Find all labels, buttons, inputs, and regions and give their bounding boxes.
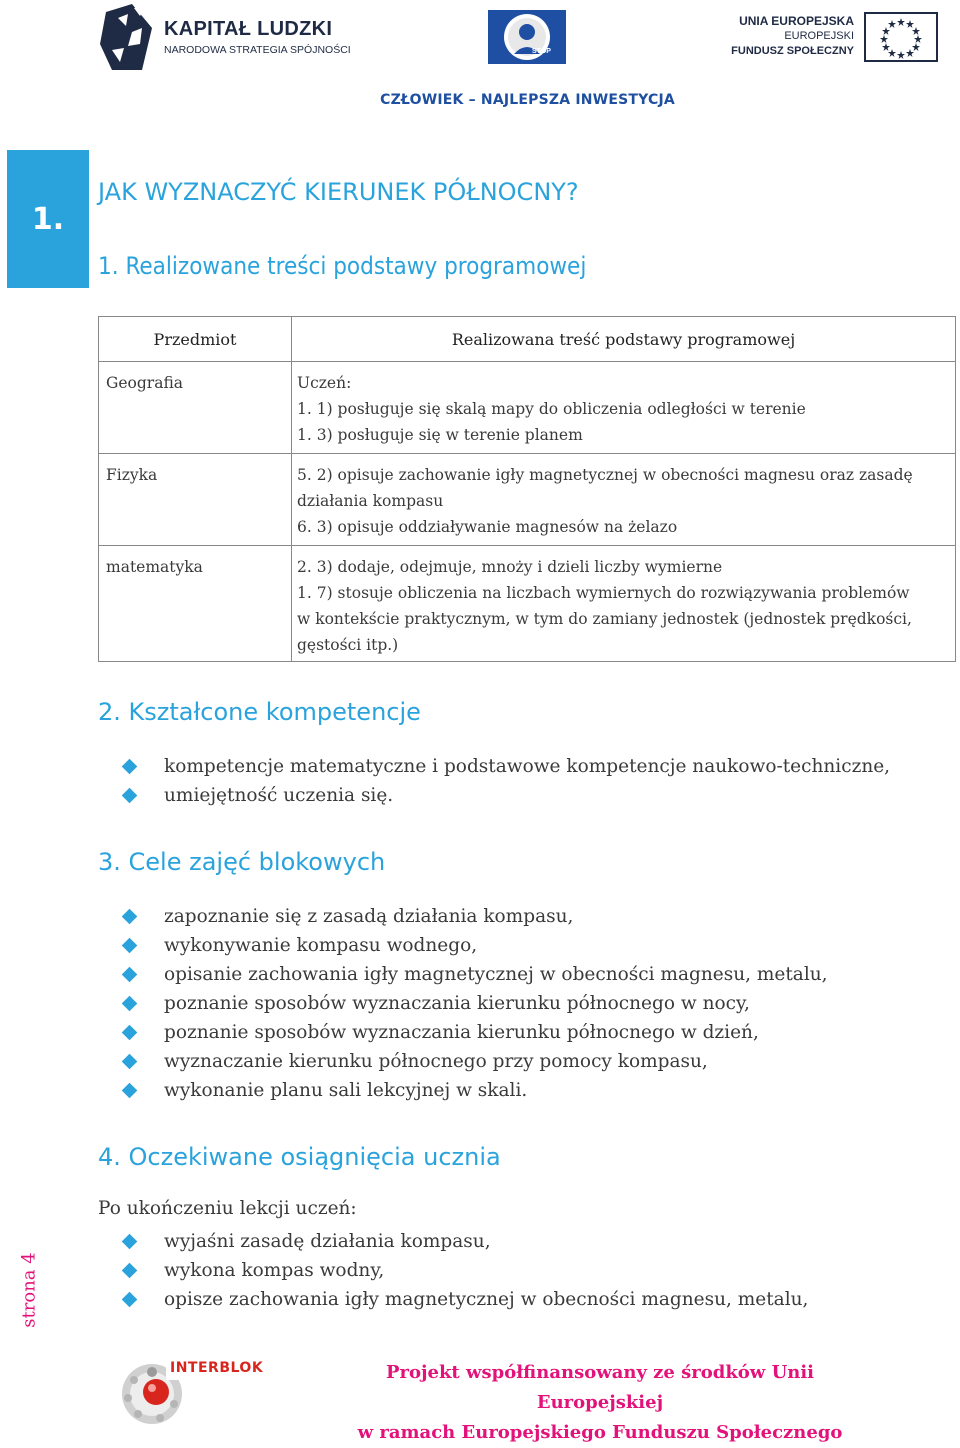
kapital-ludzki-emblem-icon xyxy=(98,4,160,74)
diamond-bullet-icon xyxy=(122,1234,138,1250)
content-line: 2. 3) dodaje, odejmuje, mnoży i dzieli liczby wymierne xyxy=(297,558,723,576)
footer-line1: Projekt współfinansowany ze środków Unii Europejskiej xyxy=(385,1362,815,1413)
table-row xyxy=(99,454,956,546)
page-number-text: strona 4 xyxy=(18,1252,40,1328)
list-item xyxy=(124,1285,808,1314)
list-item xyxy=(124,902,828,931)
kapital-ludzki-logo xyxy=(98,4,351,74)
list-item xyxy=(124,1018,828,1047)
section2-heading: 2. Kształcone kompetencje xyxy=(98,698,421,726)
page-title: JAK WYZNACZYĆ KIERUNEK PÓŁNOCNY? xyxy=(98,178,579,206)
table-row xyxy=(99,362,956,454)
ue-line2: EUROPEJSKI xyxy=(784,30,854,42)
motto: CZŁOWIEK – NAJLEPSZA INWESTYCJA xyxy=(380,92,675,108)
list-item xyxy=(124,752,890,781)
section4-intro: Po ukończeniu lekcji uczeń: xyxy=(98,1198,357,1219)
table-header-row xyxy=(99,317,956,362)
subject-name: Fizyka xyxy=(106,466,158,484)
section4-heading: 4. Oczekiwane osiągnięcia ucznia xyxy=(98,1143,501,1171)
ue-line3: FUNDUSZ SPOŁECZNY xyxy=(731,45,854,57)
table-cell-subject xyxy=(99,546,292,662)
subject-name: matematyka xyxy=(106,558,203,576)
outcomes-list xyxy=(124,1227,808,1314)
list-item xyxy=(124,1047,828,1076)
content-line: gęstości itp.) xyxy=(297,636,399,654)
table-header-content: Realizowana treść podstawy programowej xyxy=(292,317,956,362)
diamond-bullet-icon xyxy=(122,1025,138,1041)
list-item-text: poznanie sposobów wyznaczania kierunku północnego w dzień, xyxy=(164,1022,759,1043)
footer-funding-note xyxy=(330,1358,870,1448)
ue-line1: UNIA EUROPEJSKA xyxy=(739,14,854,28)
list-item-text: kompetencje matematyczne i podstawowe kompetencje naukowo-techniczne, xyxy=(164,756,891,777)
center-badge-text: STOP xyxy=(532,48,551,55)
diamond-bullet-icon xyxy=(122,938,138,954)
content-line: 1. 1) posługuje się skalą mapy do obliczenia odległości w terenie xyxy=(297,400,806,418)
section3-heading: 3. Cele zajęć blokowych xyxy=(98,848,386,876)
goals-list xyxy=(124,902,828,1105)
diamond-bullet-icon xyxy=(122,1054,138,1070)
list-item-text: zapoznanie się z zasadą działania kompasu, xyxy=(164,906,574,927)
list-item-text: wyznaczanie kierunku północnego przy pomocy kompasu, xyxy=(164,1051,708,1072)
diamond-bullet-icon xyxy=(122,996,138,1012)
list-item-text: poznanie sposobów wyznaczania kierunku północnego w nocy, xyxy=(164,993,750,1014)
list-item-text: wyjaśni zasadę działania kompasu, xyxy=(164,1231,491,1252)
diamond-bullet-icon xyxy=(122,1263,138,1279)
content-line: 1. 3) posługuje się w terenie planem xyxy=(297,426,583,444)
curriculum-table xyxy=(98,316,956,662)
interblok-logo xyxy=(104,1354,304,1434)
footer-line2: w ramach Europejskiego Funduszu Społecznego xyxy=(357,1422,843,1443)
diamond-bullet-icon xyxy=(122,788,138,804)
list-item-text: wykonanie planu sali lekcyjnej w skali. xyxy=(164,1080,528,1101)
list-item-text: wykonywanie kompasu wodnego, xyxy=(164,935,478,956)
list-item-text: opisze zachowania igły magnetycznej w obecności magnesu, metalu, xyxy=(164,1289,809,1310)
list-item xyxy=(124,1256,808,1285)
diamond-bullet-icon xyxy=(122,909,138,925)
content-line: w kontekście praktycznym, w tym do zamiany jednostek (jednostek prędkości, xyxy=(297,610,912,628)
diamond-bullet-icon xyxy=(122,1292,138,1308)
content-line: działania kompasu xyxy=(297,492,444,510)
page-number xyxy=(14,1230,44,1350)
chapter-number: 1. xyxy=(7,150,89,288)
list-item xyxy=(124,989,828,1018)
list-item-text: wykona kompas wodny, xyxy=(164,1260,385,1281)
table-cell-subject xyxy=(99,454,292,546)
ue-label xyxy=(731,14,854,59)
kapital-ludzki-subtitle: NARODOWA STRATEGIA SPÓJNOŚCI xyxy=(164,44,351,56)
diamond-bullet-icon xyxy=(122,967,138,983)
table-cell-content xyxy=(292,362,956,454)
content-line: 6. 3) opisuje oddziaływanie magnesów na żelazo xyxy=(297,518,678,536)
table-row xyxy=(99,546,956,662)
diamond-bullet-icon xyxy=(122,1083,138,1099)
list-item xyxy=(124,960,828,989)
content-line: 1. 7) stosuje obliczenia na liczbach wymiernych do rozwiązywania problemów xyxy=(297,584,910,602)
interblok-text: INTERBLOK xyxy=(170,1360,264,1376)
list-item-text: opisanie zachowania igły magnetycznej w obecności magnesu, metalu, xyxy=(164,964,828,985)
table-header-subject: Przedmiot xyxy=(99,317,292,362)
table-cell-content xyxy=(292,454,956,546)
list-item-text: umiejętność uczenia się. xyxy=(164,785,394,806)
list-item xyxy=(124,781,890,810)
list-item xyxy=(124,1076,828,1105)
list-item xyxy=(124,931,828,960)
table-cell-content xyxy=(292,546,956,662)
section1-heading: 1. Realizowane treści podstawy programowej xyxy=(98,252,587,280)
center-badge-logo xyxy=(488,10,566,64)
subject-name: Geografia xyxy=(106,374,184,392)
table-cell-subject xyxy=(99,362,292,454)
list-item xyxy=(124,1227,808,1256)
diamond-bullet-icon xyxy=(122,759,138,775)
content-line: Uczeń: xyxy=(297,374,352,392)
competences-list xyxy=(124,752,890,810)
content-line: 5. 2) opisuje zachowanie igły magnetycznej w obecności magnesu oraz zasadę xyxy=(297,466,913,484)
kapital-ludzki-title: KAPITAŁ LUDZKI xyxy=(164,18,333,40)
eu-flag-icon xyxy=(864,12,938,62)
